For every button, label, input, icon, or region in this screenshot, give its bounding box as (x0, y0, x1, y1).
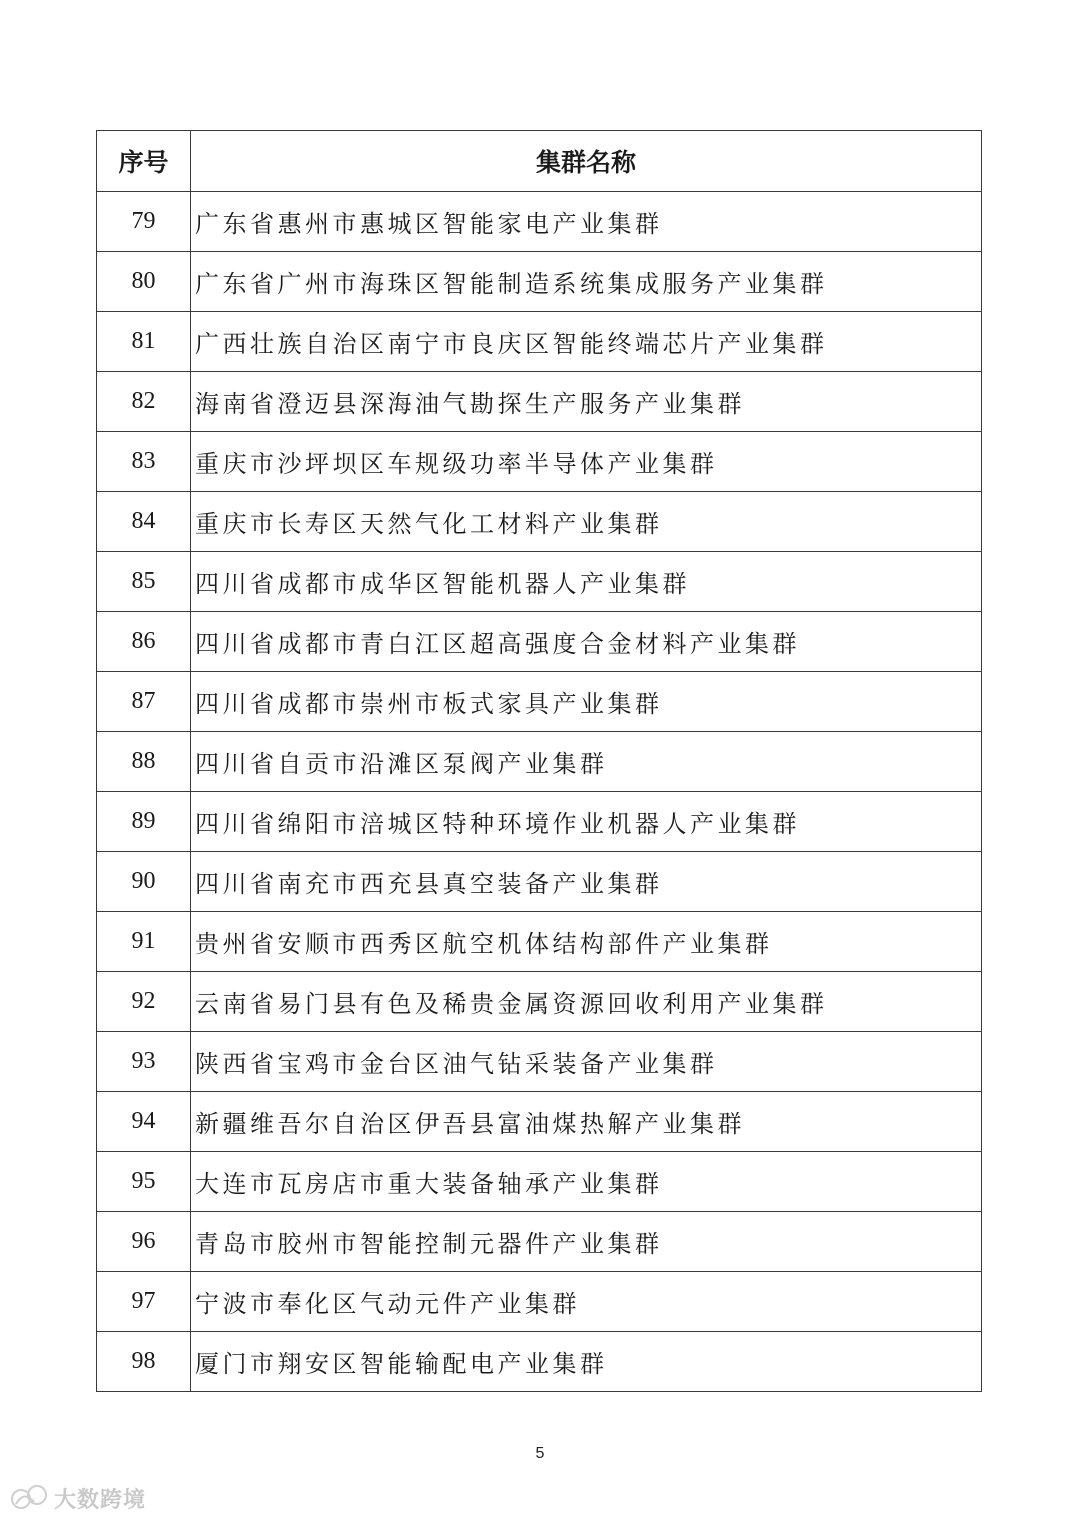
serial-number-cell: 82 (97, 372, 191, 432)
cluster-name-cell: 宁波市奉化区气动元件产业集群 (191, 1272, 982, 1332)
table-row (97, 432, 982, 492)
serial-number-cell: 90 (97, 852, 191, 912)
header-cluster-name: 集群名称 (191, 131, 982, 192)
serial-number-cell: 81 (97, 312, 191, 372)
cluster-name-cell: 重庆市长寿区天然气化工材料产业集群 (191, 492, 982, 552)
table-row (97, 852, 982, 912)
cluster-name-cell: 广东省惠州市惠城区智能家电产业集群 (191, 192, 982, 252)
serial-number-cell: 92 (97, 972, 191, 1032)
table-row (97, 612, 982, 672)
table-row (97, 552, 982, 612)
serial-number-cell: 87 (97, 672, 191, 732)
serial-number-cell: 83 (97, 432, 191, 492)
serial-number-cell: 96 (97, 1212, 191, 1272)
cluster-table (96, 130, 982, 1392)
serial-number-cell: 95 (97, 1152, 191, 1212)
cluster-name-cell: 陕西省宝鸡市金台区油气钻采装备产业集群 (191, 1032, 982, 1092)
serial-number-cell: 88 (97, 732, 191, 792)
serial-number-cell: 97 (97, 1272, 191, 1332)
table-row (97, 972, 982, 1032)
table-row (97, 192, 982, 252)
cluster-name-cell: 厦门市翔安区智能输配电产业集群 (191, 1332, 982, 1392)
serial-number-cell: 86 (97, 612, 191, 672)
table-row (97, 732, 982, 792)
cluster-name-cell: 四川省成都市成华区智能机器人产业集群 (191, 552, 982, 612)
serial-number-cell: 93 (97, 1032, 191, 1092)
serial-number-cell: 94 (97, 1092, 191, 1152)
cluster-name-cell: 云南省易门县有色及稀贵金属资源回收利用产业集群 (191, 972, 982, 1032)
table-row (97, 492, 982, 552)
table-row (97, 1152, 982, 1212)
cluster-name-cell: 青岛市胶州市智能控制元器件产业集群 (191, 1212, 982, 1272)
table-row (97, 1272, 982, 1332)
serial-number-cell: 84 (97, 492, 191, 552)
cluster-name-cell: 四川省自贡市沿滩区泵阀产业集群 (191, 732, 982, 792)
table-row (97, 252, 982, 312)
cluster-name-cell: 广东省广州市海珠区智能制造系统集成服务产业集群 (191, 252, 982, 312)
cluster-name-cell: 四川省绵阳市涪城区特种环境作业机器人产业集群 (191, 792, 982, 852)
serial-number-cell: 80 (97, 252, 191, 312)
table-row (97, 672, 982, 732)
header-serial-number: 序号 (97, 131, 191, 192)
serial-number-cell: 79 (97, 192, 191, 252)
table-row (97, 372, 982, 432)
cluster-name-cell: 海南省澄迈县深海油气勘探生产服务产业集群 (191, 372, 982, 432)
cluster-name-cell: 新疆维吾尔自治区伊吾县富油煤热解产业集群 (191, 1092, 982, 1152)
watermark (10, 1478, 146, 1518)
brand-logo-icon (10, 1482, 50, 1514)
serial-number-cell: 85 (97, 552, 191, 612)
table-row (97, 792, 982, 852)
table-row (97, 312, 982, 372)
cluster-name-cell: 四川省成都市青白江区超高强度合金材料产业集群 (191, 612, 982, 672)
cluster-name-cell: 四川省成都市崇州市板式家具产业集群 (191, 672, 982, 732)
table-row (97, 1212, 982, 1272)
table-row (97, 1332, 982, 1392)
cluster-name-cell: 重庆市沙坪坝区车规级功率半导体产业集群 (191, 432, 982, 492)
cluster-name-cell: 四川省南充市西充县真空装备产业集群 (191, 852, 982, 912)
table-row (97, 1092, 982, 1152)
table-body (97, 192, 982, 1392)
page-number: 5 (535, 1445, 545, 1462)
table-row (97, 1032, 982, 1092)
table-row (97, 912, 982, 972)
cluster-name-cell: 贵州省安顺市西秀区航空机体结构部件产业集群 (191, 912, 982, 972)
cluster-name-cell: 广西壮族自治区南宁市良庆区智能终端芯片产业集群 (191, 312, 982, 372)
table-header-row (97, 131, 982, 192)
serial-number-cell: 91 (97, 912, 191, 972)
serial-number-cell: 98 (97, 1332, 191, 1392)
serial-number-cell: 89 (97, 792, 191, 852)
cluster-name-cell: 大连市瓦房店市重大装备轴承产业集群 (191, 1152, 982, 1212)
watermark-text: 大数跨境 (54, 1487, 147, 1513)
